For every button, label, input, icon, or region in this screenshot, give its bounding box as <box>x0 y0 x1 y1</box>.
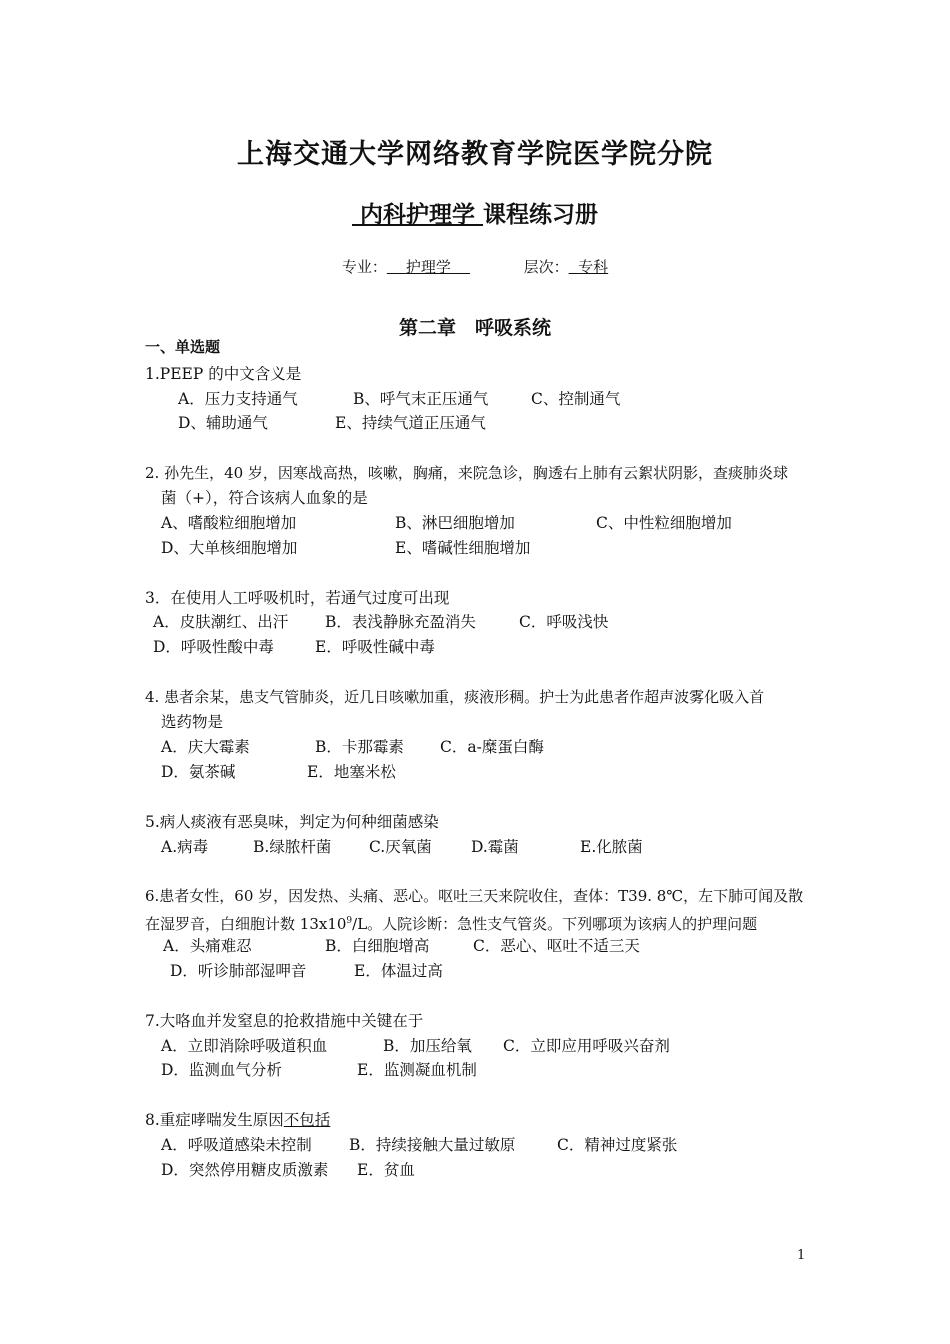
question-1-option-a: A．压力支持通气 <box>178 390 298 408</box>
question-3-option-a: A．皮肤潮红、出汗 <box>153 613 289 631</box>
question-6-option-c: C．恶心、呕吐不适三天 <box>473 937 640 955</box>
question-2-stem-line-2: 菌（+），符合该病人血象的是 <box>161 489 368 507</box>
question-4-option-a: A．庆大霉素 <box>161 738 250 756</box>
course-suffix: 课程练习册 <box>483 201 599 228</box>
course-name <box>352 201 483 228</box>
question-2-option-b: B、淋巴细胞增加 <box>395 514 515 532</box>
question-6-option-a: A．头痛难忍 <box>163 937 252 955</box>
question-2-option-a: A、嗜酸粒细胞增加 <box>161 514 297 532</box>
question-5-option-e: E.化脓菌 <box>580 838 643 856</box>
question-3-option-c: C．呼吸浅快 <box>519 613 609 631</box>
question-8-option-a: A．呼吸道感染未控制 <box>161 1136 312 1154</box>
question-6-stem-line-2-post: /L。人院诊断：急性支气管炎。下列哪项为该病人的护理问题 <box>352 915 758 933</box>
question-3-option-e: E．呼吸性碱中毒 <box>315 638 435 656</box>
question-4-stem-line-2: 选药物是 <box>161 713 224 731</box>
question-4-option-d: D．氨茶碱 <box>161 763 236 781</box>
institution-title: 上海交通大学网络教育学院医学院分院 <box>237 139 713 170</box>
course-name-text: 内科护理学 <box>360 201 475 228</box>
question-7-option-c: C．立即应用呼吸兴奋剂 <box>503 1037 670 1055</box>
page-number: 1 <box>797 1248 806 1263</box>
question-6-option-e: E．体温过高 <box>354 962 443 980</box>
question-8-option-c: C．精神过度紧张 <box>557 1136 678 1154</box>
question-6-option-d: D．听诊肺部湿呷音 <box>170 962 307 980</box>
section-heading: 一、单选题 <box>145 338 221 356</box>
question-4-stem-line-1: 4. 患者余某，患支气管肺炎，近几日咳嗽加重，痰液形稠。护士为此患者作超声波雾化吸入首 <box>145 688 765 706</box>
question-2-option-c: C、中性粒细胞增加 <box>596 514 732 532</box>
question-1-option-d: D、辅助通气 <box>178 414 268 432</box>
question-8-stem <box>145 1110 330 1130</box>
question-4-option-c: C．a-糜蛋白酶 <box>440 738 544 756</box>
question-7-option-d: D．监测血气分析 <box>161 1061 282 1079</box>
question-5-stem: 5.病人痰液有恶臭味，判定为何种细菌感染 <box>145 813 439 831</box>
major-label: 专业： <box>341 258 387 276</box>
question-1-option-e: E、持续气道正压通气 <box>335 414 486 432</box>
level-value-text: 专科 <box>578 258 609 276</box>
question-1-stem: 1.PEEP 的中文含义是 <box>145 365 302 383</box>
question-2-option-d: D、大单核细胞增加 <box>161 539 298 557</box>
question-7-option-a: A．立即消除呼吸道积血 <box>161 1037 328 1055</box>
question-4-option-b: B．卡那霉素 <box>315 738 404 756</box>
question-6-option-b: B．白细胞增高 <box>325 937 430 955</box>
question-1-option-b: B、呼气末正压通气 <box>353 390 489 408</box>
level-value <box>569 258 609 276</box>
question-4-option-e: E．地塞米松 <box>307 763 396 781</box>
question-7-option-b: B．加压给氧 <box>383 1037 472 1055</box>
question-5-option-a: A.病毒 <box>161 838 209 856</box>
course-meta <box>0 256 950 277</box>
question-6-stem-line-2 <box>145 911 757 934</box>
question-5-option-b: B.绿脓杆菌 <box>253 838 332 856</box>
course-title <box>0 196 950 229</box>
question-3-option-b: B．表浅静脉充盈消失 <box>325 613 476 631</box>
question-7-stem: 7.大咯血并发窒息的抢救措施中关键在于 <box>145 1012 424 1030</box>
question-5-option-c: C.厌氧菌 <box>369 838 432 856</box>
question-7-option-e: E．监测凝血机制 <box>357 1061 477 1079</box>
question-8-option-d: D．突然停用糖皮质激素 <box>161 1161 329 1179</box>
chapter-heading: 第二章 呼吸系统 <box>398 317 551 339</box>
question-1-option-c: C、控制通气 <box>531 390 621 408</box>
question-6-superscript: 9 <box>346 916 353 926</box>
question-8-stem-underlined: 不包括 <box>283 1111 331 1129</box>
question-5-option-d: D.霉菌 <box>471 838 519 856</box>
major-value <box>387 258 470 276</box>
question-8-option-b: B．持续接触大量过敏原 <box>349 1136 516 1154</box>
major-value-text: 护理学 <box>405 258 451 276</box>
question-2-option-e: E、嗜碱性细胞增加 <box>395 539 531 557</box>
question-3-stem: 3．在使用人工呼吸机时，若通气过度可出现 <box>145 589 450 607</box>
question-8-option-e: E．贫血 <box>357 1161 415 1179</box>
level-label: 层次： <box>523 258 569 276</box>
question-3-option-d: D．呼吸性酸中毒 <box>153 638 274 656</box>
question-2-stem-line-1: 2. 孙先生，40 岁，因寒战高热，咳嗽，胸痛，来院急诊，胸透右上肺有云絮状阴影，查痰肺炎球 <box>145 464 788 482</box>
question-8-stem-text: 8.重症哮喘发生原因 <box>145 1111 284 1129</box>
question-6-stem-line-2-pre: 在湿罗音，白细胞计数 13x10 <box>145 915 347 933</box>
question-6-stem-line-1: 6.患者女性，60 岁，因发热、头痛、恶心。呕吐三天来院收住，查体：T39. 8℃，左下肺可闻及散 <box>145 887 804 905</box>
